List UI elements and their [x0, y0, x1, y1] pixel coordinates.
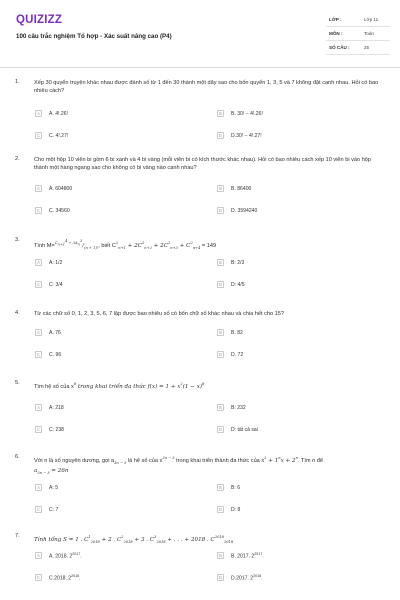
option-letter-box[interactable]: C	[35, 281, 42, 288]
option-b[interactable]	[217, 402, 246, 413]
option-text: D: tất cả sai	[231, 426, 258, 433]
option-letter-box[interactable]: B	[217, 185, 224, 192]
exponent: 8	[202, 382, 205, 386]
option-letter-box[interactable]: D	[217, 132, 224, 139]
option-text: C.2018. $2^{2018}$.	[49, 573, 81, 582]
meta-value: Toán	[364, 31, 374, 36]
option-text: D.2017. $2^{2018}$.	[231, 573, 263, 582]
option-text: B: 232	[231, 404, 246, 411]
worksheet-header	[0, 0, 400, 68]
option-letter-box[interactable]: A	[35, 329, 42, 336]
question-text-suffix: + . . . + 2018 . C	[165, 536, 215, 543]
option-letter-box[interactable]: A	[35, 552, 42, 559]
exponent: 2	[264, 456, 267, 460]
option-text: B: 6	[231, 484, 241, 491]
question-text-mid2: + 3 . C	[132, 536, 155, 543]
option-d[interactable]	[217, 424, 258, 435]
exponent: 2017	[254, 551, 263, 556]
question-text: Cho một hộp 10 viên bi gồm 6 bi xanh và 4 bi vàng (mỗi viên bi có kích thước khác nhau). Hỏi có bao nhiêu cách xếp 10 viên bi vào hộp thành một hàng ngang sao cho không có bi vàng nào cạnh nhau?	[34, 157, 372, 172]
option-letter-box[interactable]: A	[35, 110, 42, 117]
exponent: n	[295, 456, 298, 460]
option-b[interactable]	[217, 183, 251, 194]
option-letter-box[interactable]: A	[35, 484, 42, 491]
option-text: B. 30! − 4!.26!	[231, 110, 263, 117]
subscript: 3n − 3	[114, 460, 127, 465]
question-text-prefix: Tính M=	[34, 243, 55, 250]
question-number: 1.	[15, 79, 20, 85]
option-letter-box[interactable]: C	[35, 132, 42, 139]
question-text-mid: là hệ số của x	[126, 457, 163, 464]
question-text-mid2: trong khai triển thành đa thức của x	[174, 457, 265, 464]
option-base: B. 2017. 2	[231, 553, 255, 560]
option-d[interactable]	[217, 349, 243, 360]
option-d[interactable]	[217, 130, 262, 141]
question-text	[34, 237, 386, 253]
meta-key: LỚP :	[329, 17, 342, 22]
option-letter-box[interactable]: D	[217, 574, 224, 581]
option-letter-box[interactable]: C	[35, 574, 42, 581]
option-c[interactable]	[35, 279, 63, 290]
option-c[interactable]	[35, 205, 70, 216]
question-text-suffix: + 1	[266, 457, 279, 464]
option-base: A. 2018. 2	[49, 553, 73, 560]
exponent: 2	[121, 535, 124, 539]
option-a[interactable]	[35, 550, 82, 561]
option-c[interactable]	[35, 424, 64, 435]
option-letter-box[interactable]: B	[217, 552, 224, 559]
option-text: C: 238	[49, 426, 65, 433]
question-text	[34, 454, 386, 478]
option-b[interactable]	[217, 482, 240, 493]
worksheet-meta	[326, 13, 390, 55]
question-text-mid: trong khai triển đa thức f(x) = 1 + x	[76, 383, 181, 390]
option-letter-box[interactable]: D	[217, 506, 224, 513]
subscript: 2018	[90, 539, 100, 544]
question-text-prefix: Tính tổng S = 1 . C	[34, 536, 89, 543]
quizizz-logo: QUIZIZZ	[16, 14, 63, 26]
exponent: 2017	[72, 551, 81, 556]
exponent: 2018	[214, 535, 224, 539]
option-d[interactable]	[217, 279, 245, 290]
meta-row-grade	[326, 13, 390, 27]
question-number: 3.	[15, 237, 20, 243]
option-letter-box[interactable]: C	[35, 351, 42, 358]
subscript: 2018	[156, 539, 166, 544]
option-text: A: 5	[49, 484, 59, 491]
exponent: 1	[88, 535, 91, 539]
question-number: 4.	[15, 310, 20, 316]
option-d[interactable]	[217, 504, 240, 515]
option-letter-box[interactable]: A	[35, 185, 42, 192]
meta-key: SỐ CÂU :	[329, 45, 350, 50]
option-text: C. 34560	[49, 207, 70, 214]
option-letter-box[interactable]: B	[217, 329, 224, 336]
exponent: 2	[180, 382, 183, 386]
subscript: 2018	[223, 539, 234, 544]
option-c[interactable]	[35, 504, 58, 515]
option-letter-box[interactable]: C	[35, 207, 42, 214]
question-text	[34, 380, 386, 391]
option-text: D: 4/5	[231, 281, 245, 288]
question-text-end: . Tìm n để	[297, 457, 323, 464]
option-text: A. 4!.26!	[49, 110, 68, 117]
fraction-formula: $^{C_{n+1}^4 + 3A_n^3}/_{(n + 1)!}$	[54, 239, 99, 251]
option-text: C. 96	[49, 351, 62, 358]
question-number: 5.	[15, 380, 20, 386]
exponent: 8	[73, 382, 77, 386]
option-text: B. 86400	[231, 185, 252, 192]
option-text: D.30! − 4!.27!	[231, 132, 262, 139]
option-text: B. 2017. $2^{2017}$.	[231, 551, 264, 560]
option-c[interactable]	[35, 572, 81, 583]
question-text-suffix: (1 − x)	[182, 383, 203, 390]
option-c[interactable]	[35, 130, 68, 141]
option-text: C: 7	[49, 506, 59, 513]
option-base: D.2017. 2	[231, 575, 254, 582]
option-letter-box[interactable]: D	[217, 426, 224, 433]
option-text: A. 76	[49, 329, 61, 336]
option-a[interactable]	[35, 257, 62, 268]
option-c[interactable]	[35, 349, 61, 360]
option-text: C. 4!.27!	[49, 132, 69, 139]
option-a[interactable]	[35, 108, 68, 119]
question-text: Xếp 30 quyển truyện khác nhau được đánh số từ 1 đến 30 thành một dãy sao cho bốn quyển 1, 3, 5 và 7 không đặt cạnh nhau. Hỏi có bao nhiêu cách?	[34, 80, 379, 95]
option-a[interactable]	[35, 183, 72, 194]
option-text: B. 82	[231, 329, 243, 336]
option-b[interactable]	[217, 108, 263, 119]
exponent: 3n − 3	[162, 456, 175, 460]
meta-value: 25	[364, 45, 370, 50]
question-text-line2: = 26n	[49, 468, 69, 475]
meta-value: Lớp 11	[364, 17, 379, 22]
option-b[interactable]	[217, 257, 244, 268]
option-letter-box[interactable]: C	[35, 426, 42, 433]
option-text: A. 2018. $2^{2017}$.	[49, 551, 82, 560]
question-text-prefix: Với n là số nguyên dương, gọi a	[34, 457, 115, 464]
question-text	[34, 533, 386, 546]
option-text: D. 3594240	[231, 207, 258, 214]
option-letter-box[interactable]: A	[35, 259, 42, 266]
option-d[interactable]	[217, 572, 263, 583]
exponent: 2018	[253, 573, 262, 578]
option-letter-box[interactable]: C	[35, 506, 42, 513]
option-text: A: 218	[49, 404, 64, 411]
option-letter-box[interactable]: B	[217, 259, 224, 266]
option-letter-box[interactable]: D	[217, 281, 224, 288]
option-text: D. 72	[231, 351, 244, 358]
option-text: C: 3/4	[49, 281, 63, 288]
option-text: B: 2/3	[231, 259, 245, 266]
question-text-tail: = 149	[200, 243, 217, 250]
question-number: 7.	[15, 533, 20, 539]
option-text: D: 8	[231, 506, 241, 513]
exponent: n	[278, 456, 281, 460]
question-text-suffix: , biết C	[98, 243, 116, 250]
option-base: C.2018. 2	[49, 575, 72, 582]
option-letter-box[interactable]: A	[35, 404, 42, 411]
option-b[interactable]	[217, 550, 264, 561]
meta-row-subject	[326, 27, 390, 41]
binomial-sum-formula: $^2_{n+1} + 2C^2_{n+2} + 2C^2_{n+3} + C^2_{n+4}$	[115, 241, 201, 251]
meta-row-count	[326, 41, 390, 55]
option-b[interactable]	[217, 327, 243, 338]
coefficient-symbol: $a_{3n - 3}$	[34, 468, 50, 476]
meta-key: MÔN :	[329, 31, 343, 36]
subscript: 2018	[123, 539, 133, 544]
option-text: A: 1/2	[49, 259, 63, 266]
option-letter-box[interactable]: B	[217, 110, 224, 117]
question-text: Từ các chữ số 0, 1, 2, 3, 5, 6, 7 lập được bao nhiêu số có bốn chữ số khác nhau và chia hết cho 15?	[34, 311, 285, 317]
option-letter-box[interactable]: D	[217, 207, 224, 214]
exponent: 3	[154, 535, 157, 539]
option-d[interactable]	[217, 205, 257, 216]
question-number: 2.	[15, 156, 20, 162]
question-number: 6.	[15, 454, 20, 460]
option-letter-box[interactable]: D	[217, 351, 224, 358]
exponent: 2018	[71, 573, 80, 578]
worksheet-title: 100 câu trắc nghiệm Tổ hợp - Xác suất nâng cao (P4)	[16, 33, 172, 40]
option-a[interactable]	[35, 402, 64, 413]
option-a[interactable]	[35, 482, 58, 493]
option-letter-box[interactable]: B	[217, 484, 224, 491]
option-letter-box[interactable]: B	[217, 404, 224, 411]
question-text-tail: x + 2	[280, 457, 296, 464]
option-text: A. 604800	[49, 185, 73, 192]
question-text-mid: + 2 . C	[99, 536, 122, 543]
question-text-prefix: Tìm hệ số của x	[34, 383, 74, 390]
option-a[interactable]	[35, 327, 61, 338]
